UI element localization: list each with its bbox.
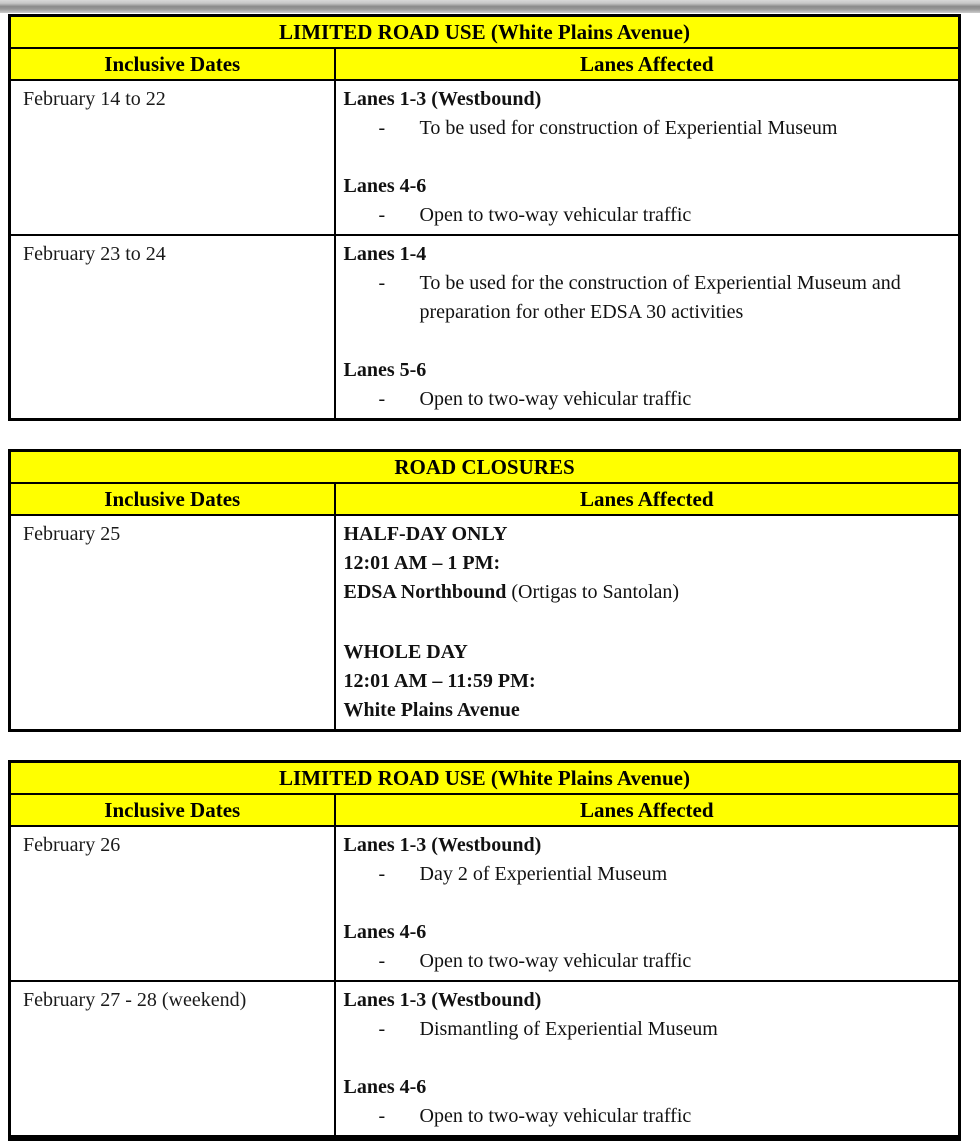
lane-item-text: Open to two-way vehicular traffic: [419, 204, 692, 226]
column-header-inclusive-dates: Inclusive Dates: [10, 794, 335, 826]
lane-section: [344, 831, 949, 889]
table-title-row: [10, 451, 960, 484]
table-title: ROAD CLOSURES: [10, 451, 960, 484]
lanes-cell: [335, 235, 960, 420]
lane-item: [344, 385, 949, 414]
lane-item: [344, 947, 949, 976]
table-title: LIMITED ROAD USE (White Plains Avenue): [10, 16, 960, 49]
closure-time: 12:01 AM – 1 PM:: [343, 552, 501, 574]
lane-item-text: Open to two-way vehicular traffic: [419, 388, 692, 410]
lane-heading: Lanes 4-6: [343, 1076, 427, 1098]
table-title-row: [10, 16, 960, 49]
closure-road: EDSA Northbound: [343, 581, 507, 603]
lane-item-text: To be used for construction of Experiential Museum: [419, 117, 838, 139]
lane-item: [344, 860, 949, 889]
table-row: [10, 235, 960, 420]
table-gap: [8, 421, 961, 449]
column-header-lanes-affected: Lanes Affected: [335, 794, 960, 826]
dash-bullet: -: [378, 204, 386, 226]
dash-bullet: -: [378, 950, 386, 972]
lane-item: [344, 269, 949, 327]
road-closures-table: [8, 449, 961, 732]
lane-item-text: Dismantling of Experiential Museum: [419, 1018, 718, 1040]
limited-road-use-table-2: [8, 760, 961, 1141]
closure-label: HALF-DAY ONLY: [343, 523, 508, 545]
half-day-closure-block: [344, 520, 949, 607]
column-header-lanes-affected: Lanes Affected: [335, 48, 960, 80]
document-body: [0, 13, 980, 1141]
column-header-lanes-affected: Lanes Affected: [335, 483, 960, 515]
lane-section: [344, 986, 949, 1044]
lane-section: [344, 172, 949, 230]
table-title-row: [10, 762, 960, 795]
lane-item: [344, 1102, 949, 1131]
lane-item-text: To be used for the construction of Experiential Museum and preparation for other EDSA 30 activities: [419, 272, 901, 323]
column-header-inclusive-dates: Inclusive Dates: [10, 483, 335, 515]
date-cell: February 27 - 28 (weekend): [10, 981, 335, 1138]
lane-item-text: Open to two-way vehicular traffic: [419, 950, 692, 972]
limited-road-use-table-1: [8, 14, 961, 421]
lane-heading: Lanes 1-3 (Westbound): [343, 834, 542, 856]
lane-item-text: Open to two-way vehicular traffic: [419, 1105, 692, 1127]
closure-road: White Plains Avenue: [343, 699, 520, 721]
lane-item: [344, 1015, 949, 1044]
table-row: [10, 515, 960, 731]
table-title: LIMITED ROAD USE (White Plains Avenue): [10, 762, 960, 795]
table-row: [10, 826, 960, 981]
closure-time: 12:01 AM – 11:59 PM:: [343, 670, 536, 692]
table-header-row: [10, 483, 960, 515]
scan-top-strip: [0, 0, 980, 13]
whole-day-closure-block: [344, 638, 949, 725]
lane-heading: Lanes 1-3 (Westbound): [343, 88, 542, 110]
lane-heading: Lanes 1-3 (Westbound): [343, 989, 542, 1011]
closure-label: WHOLE DAY: [343, 641, 468, 663]
date-cell: February 26: [10, 826, 335, 981]
table-gap: [8, 732, 961, 760]
dash-bullet: -: [378, 117, 386, 139]
table-row: [10, 981, 960, 1138]
dash-bullet: -: [378, 1018, 386, 1040]
lane-item: [344, 201, 949, 230]
dash-bullet: -: [378, 863, 386, 885]
table-header-row: [10, 794, 960, 826]
lanes-cell: [335, 981, 960, 1138]
lanes-cell: [335, 80, 960, 235]
lane-heading: Lanes 5-6: [343, 359, 427, 381]
lane-item: [344, 114, 949, 143]
column-header-inclusive-dates: Inclusive Dates: [10, 48, 335, 80]
lane-heading: Lanes 4-6: [343, 175, 427, 197]
lane-section: [344, 240, 949, 327]
lanes-cell: [335, 826, 960, 981]
date-cell: February 23 to 24: [10, 235, 335, 420]
lane-item-text: Day 2 of Experiential Museum: [419, 863, 668, 885]
dash-bullet: -: [378, 272, 386, 294]
date-cell: February 25: [10, 515, 335, 731]
lane-section: [344, 1073, 949, 1131]
closure-road-line: [344, 578, 949, 607]
table-row: [10, 80, 960, 235]
table-header-row: [10, 48, 960, 80]
dash-bullet: -: [378, 388, 386, 410]
lane-section: [344, 85, 949, 143]
date-cell: February 14 to 22: [10, 80, 335, 235]
lane-section: [344, 356, 949, 414]
lane-heading: Lanes 4-6: [343, 921, 427, 943]
dash-bullet: -: [378, 1105, 386, 1127]
lane-section: [344, 918, 949, 976]
lane-heading: Lanes 1-4: [343, 243, 427, 265]
closure-road-note: (Ortigas to Santolan): [511, 581, 680, 603]
lanes-cell: [335, 515, 960, 731]
